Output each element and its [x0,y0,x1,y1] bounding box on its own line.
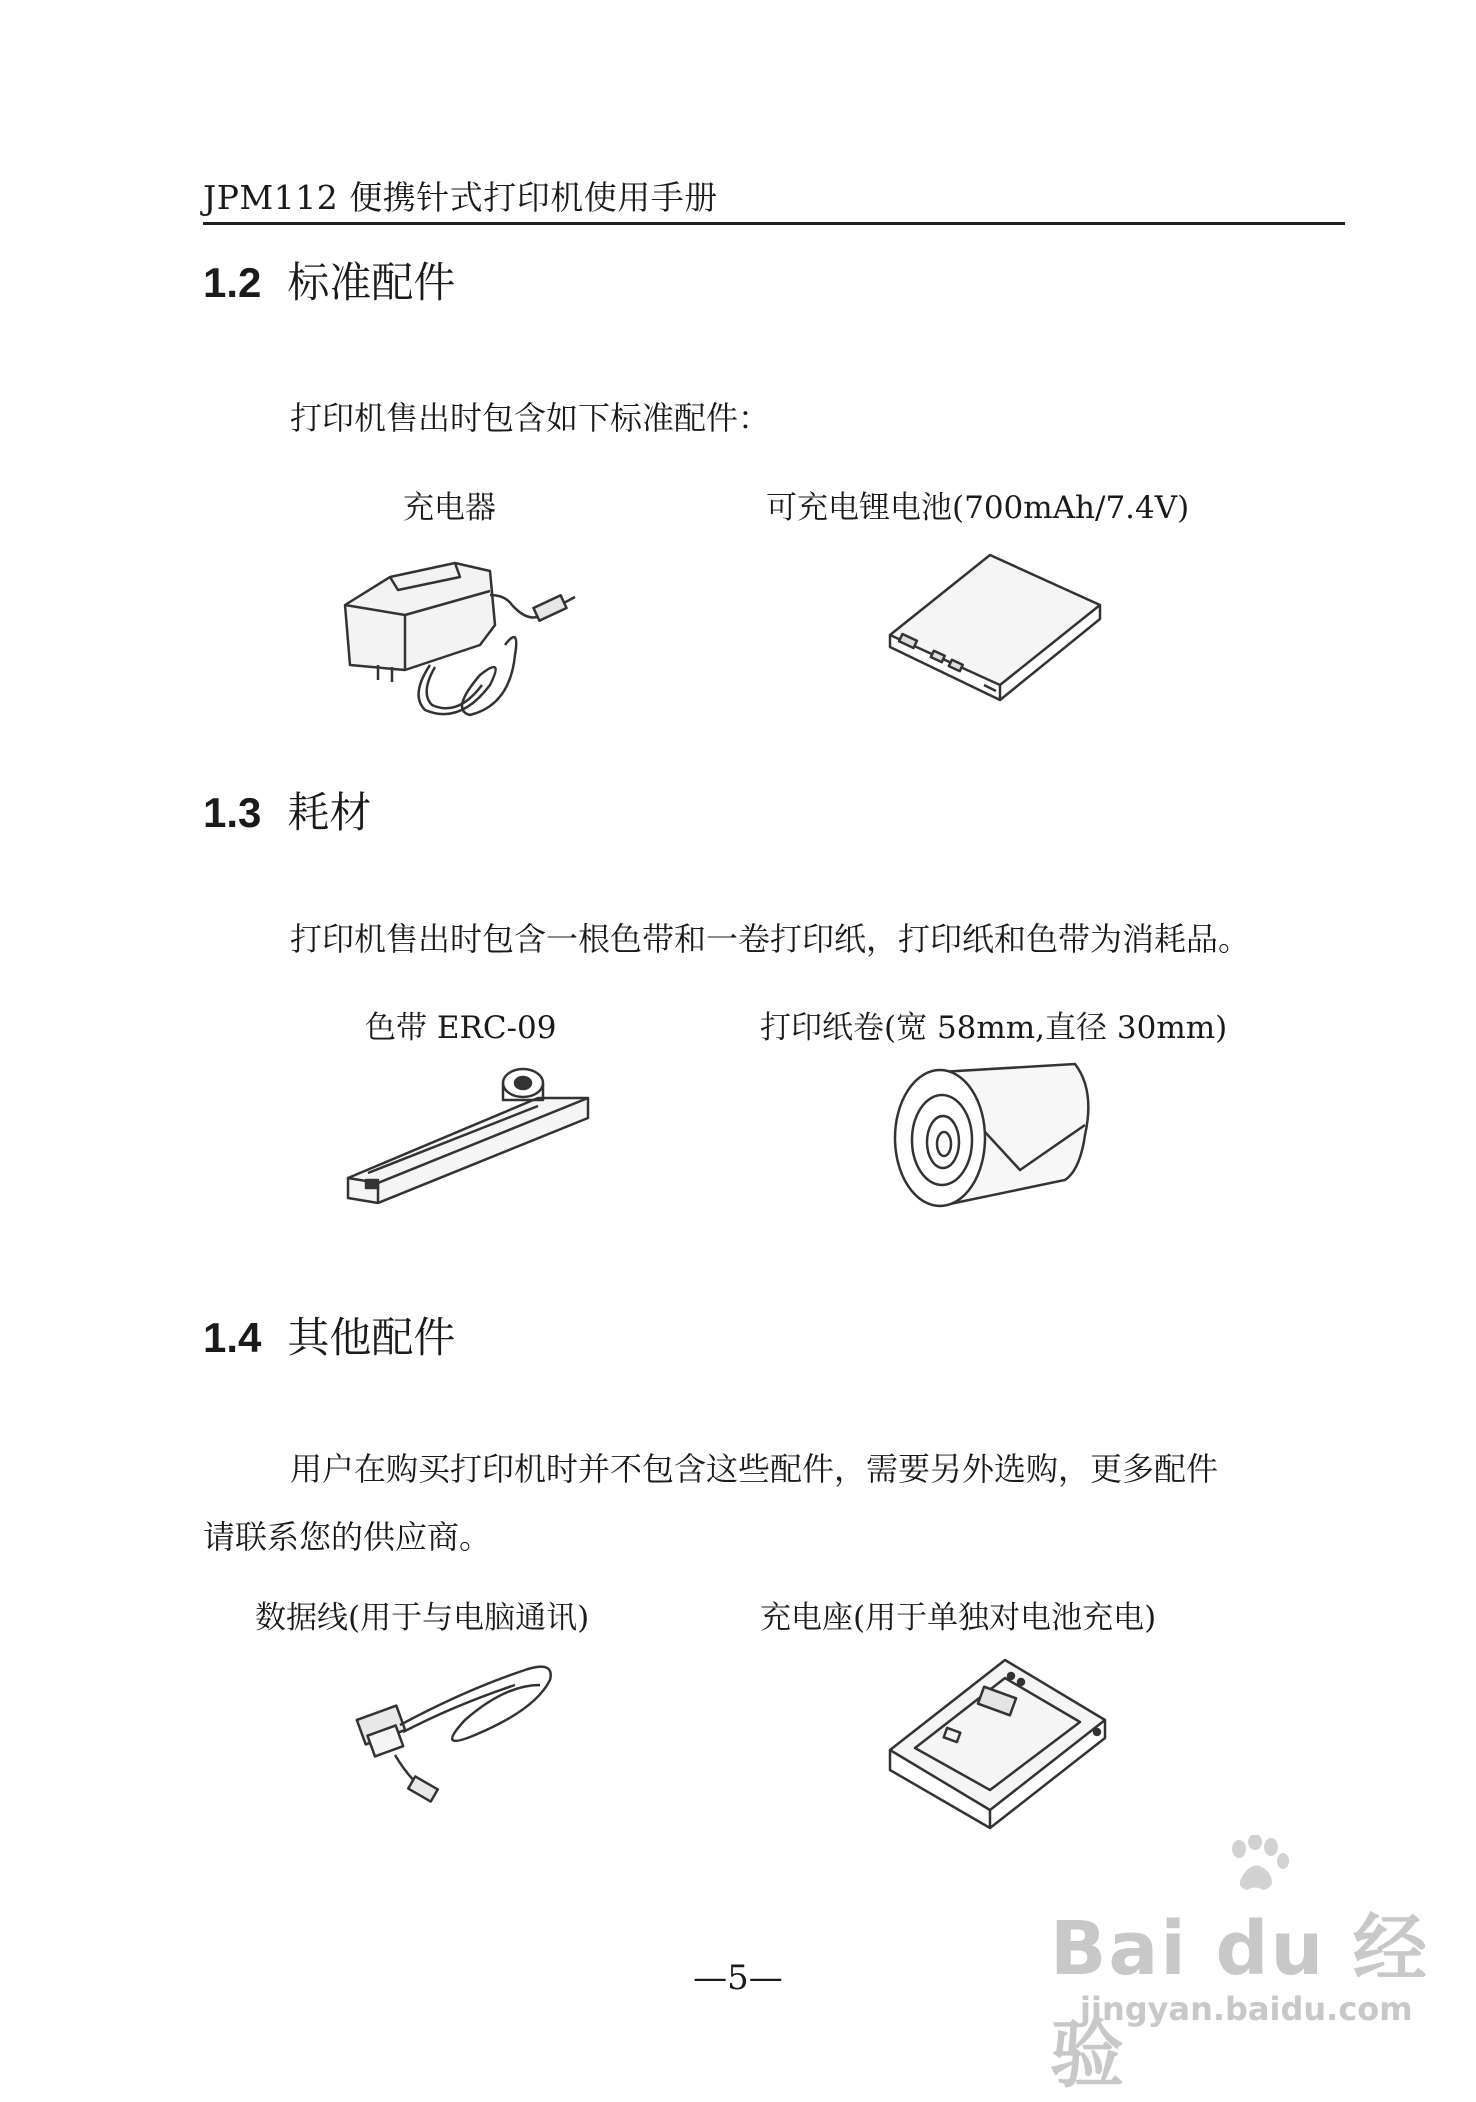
caption-battery: 可充电锂电池(700mAh/7.4V) [766,490,1190,526]
baidu-watermark [1050,1835,1430,2098]
watermark-brand: Bai du 经验 [1050,1906,1429,2098]
charger-icon [330,535,590,725]
section-title: 其他配件 [287,1313,456,1362]
caption-ribbon: 色带 ERC-09 [365,1010,557,1046]
charging-dock-icon [885,1650,1115,1830]
header-divider [203,222,1345,225]
battery-icon [880,545,1110,715]
watermark-url: jingyan.baidu.com [1080,1990,1413,2028]
section-title: 耗材 [287,788,372,837]
section-1-4-paragraph-line2: 请联系您的供应商。 [203,1518,492,1556]
section-heading-1-4 [203,1305,455,1365]
section-number: 1.3 [203,789,262,836]
section-1-3-paragraph: 打印机售出时包含一根色带和一卷打印纸，打印纸和色带为消耗品。 [290,920,1251,958]
data-cable-icon [355,1660,565,1815]
paper-roll-icon [885,1060,1105,1210]
section-title: 标准配件 [287,258,456,307]
section-1-4-paragraph-line1: 用户在购买打印机时并不包含这些配件，需要另外选购，更多配件 [290,1450,1219,1488]
caption-data-cable: 数据线(用于与电脑通讯) [255,1600,590,1636]
section-1-2-paragraph: 打印机售出时包含如下标准配件： [290,399,771,437]
page-number: —5— [693,1958,783,1998]
section-number: 1.2 [203,259,262,306]
caption-charger: 充电器 [403,490,496,526]
paw-logo-icon [1225,1835,1295,1895]
section-heading-1-2 [203,250,455,310]
caption-charging-dock: 充电座(用于单独对电池充电) [760,1600,1157,1636]
section-heading-1-3 [203,780,371,840]
caption-paper-roll: 打印纸卷(宽 58mm,直径 30mm) [760,1010,1228,1046]
ribbon-cartridge-icon [338,1058,608,1218]
manual-header-title: JPM112 便携针式打印机使用手册 [203,178,718,217]
section-number: 1.4 [203,1314,262,1361]
